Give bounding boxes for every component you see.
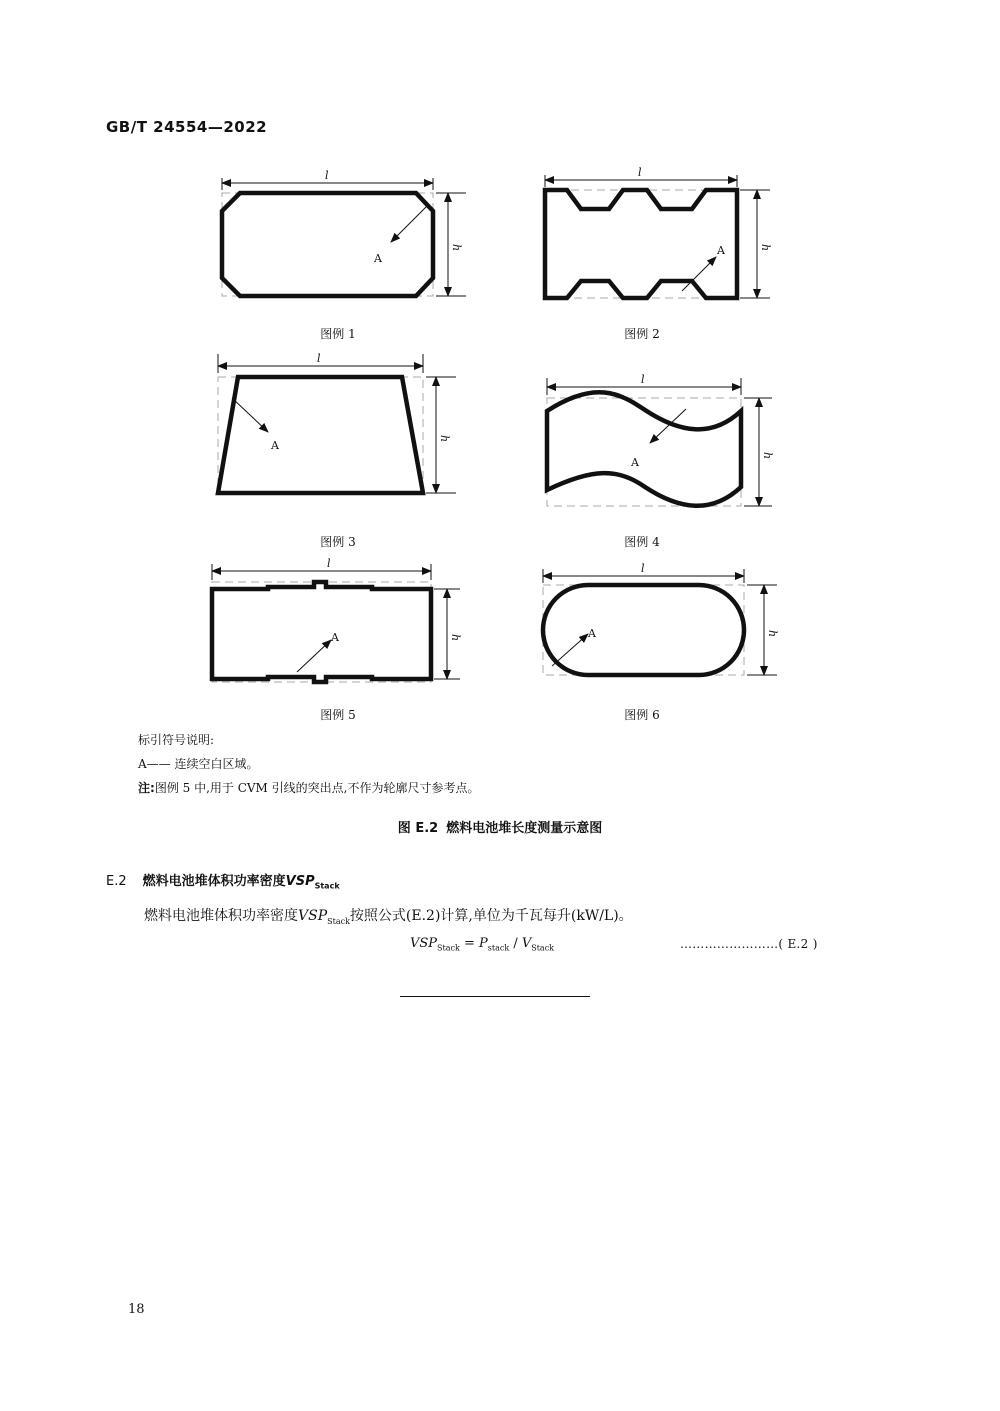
fig1-length-label: l bbox=[325, 169, 329, 182]
page-number: 18 bbox=[128, 1302, 145, 1317]
fig3-length-label: l bbox=[317, 352, 321, 365]
standard-number: GB/T 24554—2022 bbox=[106, 118, 268, 136]
fig6-length-label: l bbox=[641, 562, 645, 575]
note-label: 注: bbox=[138, 781, 155, 795]
section-symbol-sub: Stack bbox=[314, 881, 340, 891]
caption-figure-3: 图例 3 bbox=[320, 535, 356, 549]
figure-title bbox=[0, 817, 1000, 836]
formula-p-sub: stack bbox=[487, 943, 510, 953]
formula-lhs: VSP bbox=[410, 936, 438, 951]
equation-number: ……………………( E.2 ) bbox=[680, 937, 818, 951]
caption-figure-5: 图例 5 bbox=[320, 708, 356, 722]
section-symbol: VSP bbox=[285, 874, 315, 889]
fig3-height-label: h bbox=[438, 435, 451, 443]
body-paragraph bbox=[144, 905, 633, 926]
figure-2 bbox=[545, 175, 770, 298]
caption-figure-1: 图例 1 bbox=[320, 327, 356, 341]
para-symbol-sub: Stack bbox=[327, 916, 350, 926]
caption-figure-4: 图例 4 bbox=[624, 535, 660, 549]
para-prefix: 燃料电池堆体积功率密度 bbox=[144, 908, 298, 924]
formula-p: P bbox=[479, 936, 488, 951]
fig2-area-label: A bbox=[717, 244, 725, 257]
fig1-area-label: A bbox=[374, 252, 382, 265]
fig6-area-label: A bbox=[588, 627, 596, 640]
note bbox=[138, 779, 479, 796]
formula-v-sub: Stack bbox=[531, 943, 555, 953]
fig4-area-label: A bbox=[631, 456, 639, 469]
fig1-height-label: h bbox=[450, 244, 463, 252]
fig6-height-label: h bbox=[766, 630, 779, 638]
section-title: 燃料电池堆体积功率密度 bbox=[142, 874, 286, 889]
fig2-length-label: l bbox=[638, 166, 642, 179]
caption-figure-2: 图例 2 bbox=[624, 327, 660, 341]
figure-title-number: 图 E.2 bbox=[397, 821, 439, 836]
formula-e2: $VSP_{Stack} = P_{stack} / V_{Stack}$ bbox=[410, 936, 555, 953]
fig2-height-label: h bbox=[759, 244, 772, 252]
caption-figure-6: 图例 6 bbox=[624, 708, 660, 722]
para-symbol: VSP bbox=[298, 908, 328, 924]
fig5-length-label: l bbox=[327, 557, 331, 570]
para-suffix: 按照公式(E.2)计算,单位为千瓦每升(kW/L)。 bbox=[349, 908, 633, 924]
figure-title-text: 燃料电池堆长度测量示意图 bbox=[446, 821, 603, 836]
figure-4 bbox=[547, 378, 772, 506]
note-text: 图例 5 中,用于 CVM 引线的突出点,不作为轮廓尺寸参考点。 bbox=[154, 781, 480, 795]
section-heading bbox=[106, 870, 340, 891]
fig5-height-label: h bbox=[449, 634, 462, 642]
fig4-length-label: l bbox=[641, 373, 645, 386]
fig4-height-label: h bbox=[761, 452, 774, 460]
figure-6 bbox=[543, 569, 777, 675]
legend-title: 标引符号说明: bbox=[138, 733, 215, 747]
figure-3 bbox=[218, 354, 456, 493]
legend-item-a: A—— 连续空白区域。 bbox=[138, 757, 259, 771]
formula-lhs-sub: Stack bbox=[437, 943, 460, 953]
section-number: E.2 bbox=[106, 874, 127, 889]
figure-5 bbox=[212, 564, 460, 682]
figure-1 bbox=[222, 178, 466, 296]
fig5-area-label: A bbox=[331, 631, 339, 644]
end-rule bbox=[400, 996, 590, 997]
fig3-area-label: A bbox=[271, 439, 279, 452]
formula-v: V bbox=[521, 936, 532, 951]
